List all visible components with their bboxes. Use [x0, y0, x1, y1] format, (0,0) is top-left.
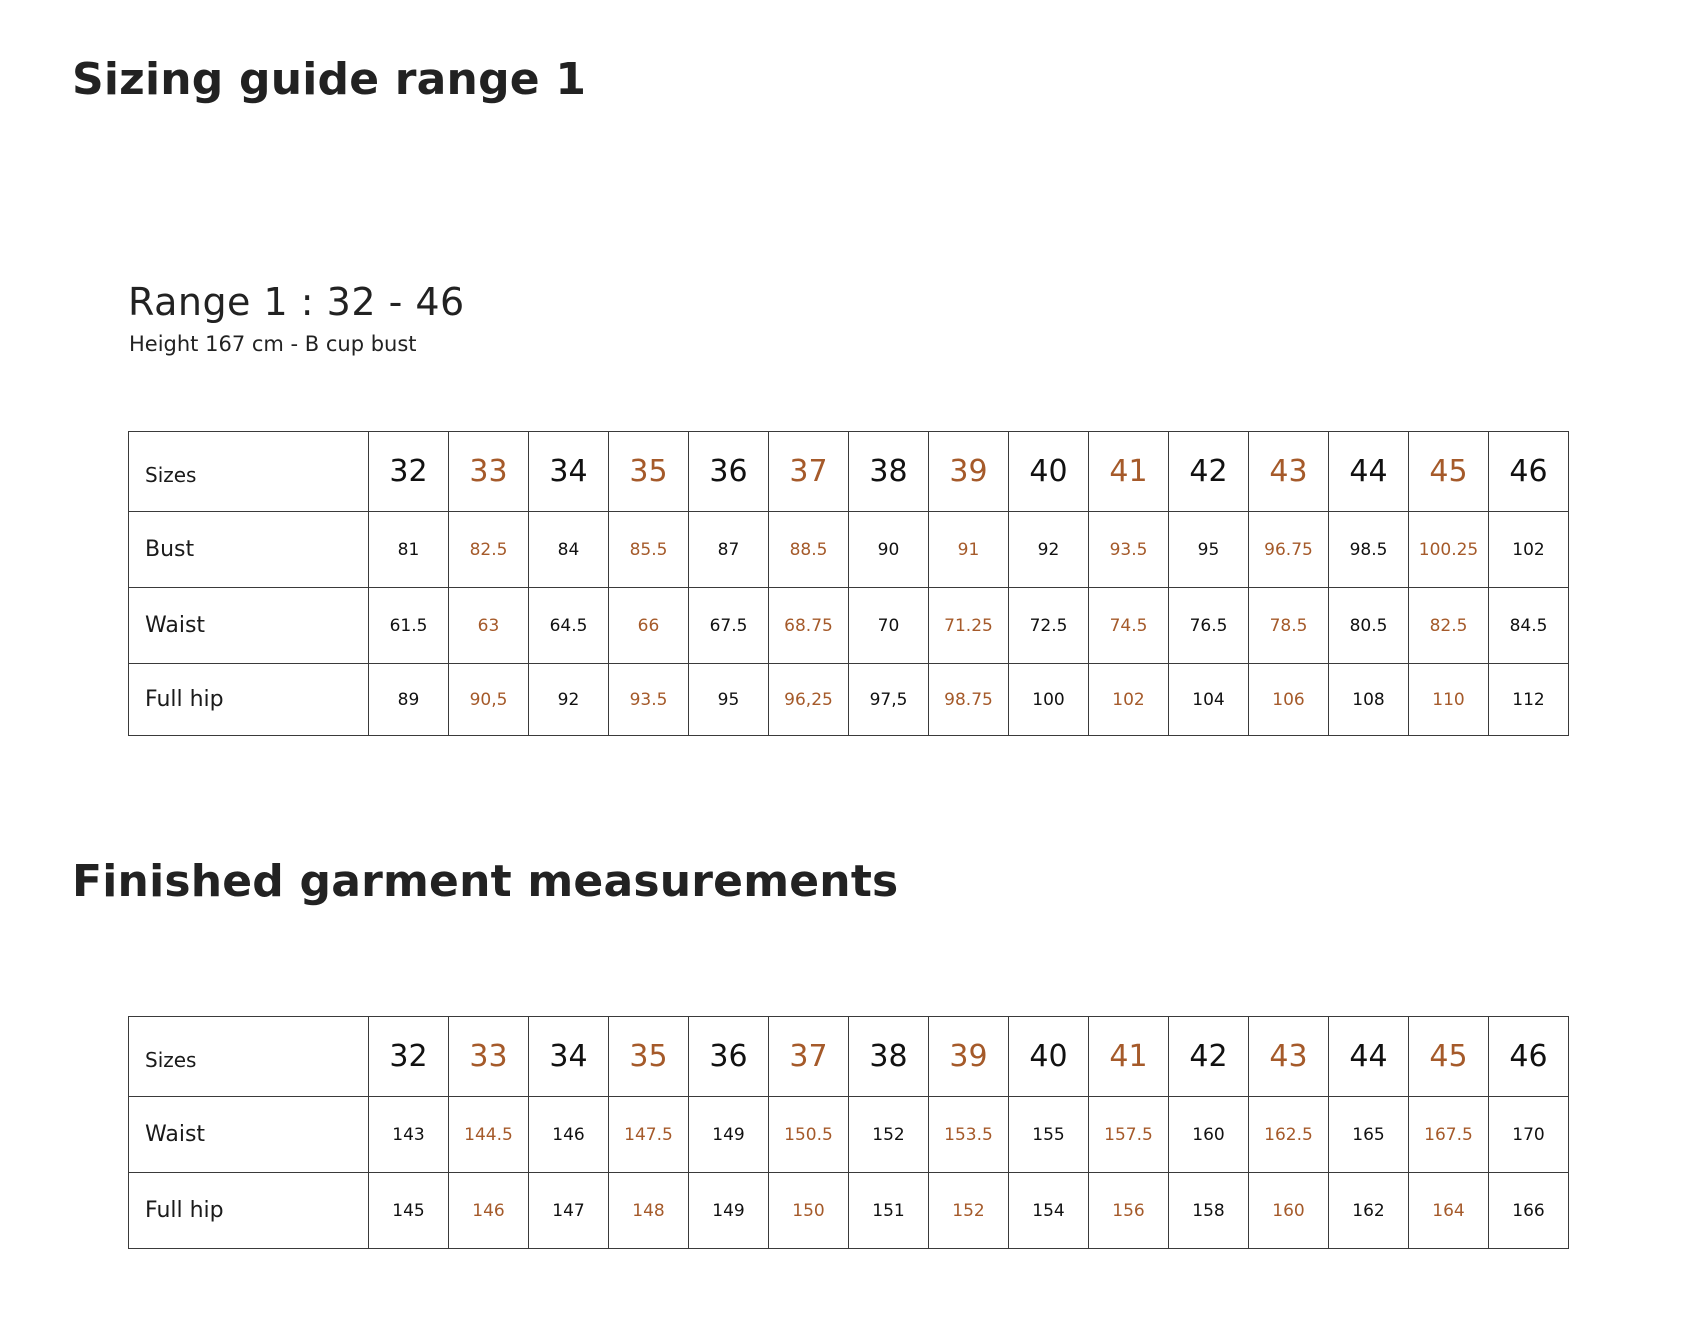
finished-garment-table: [128, 1016, 1569, 1249]
measurement-cell: 146: [529, 1097, 609, 1173]
measurement-cell: 92: [529, 664, 609, 736]
measurement-cell: 149: [689, 1173, 769, 1249]
size-header: 39: [929, 1017, 1009, 1097]
size-header: 44: [1329, 1017, 1409, 1097]
size-header: 39: [929, 432, 1009, 512]
measurement-cell: 68.75: [769, 588, 849, 664]
measurement-cell: 108: [1329, 664, 1409, 736]
size-header: 44: [1329, 432, 1409, 512]
section-title-finished-garment: Finished garment measurements: [72, 856, 899, 907]
measurement-cell: 93.5: [1089, 512, 1169, 588]
measurement-cell: 153.5: [929, 1097, 1009, 1173]
measurement-cell: 82.5: [1409, 588, 1489, 664]
measurement-cell: 150: [769, 1173, 849, 1249]
measurement-cell: 91: [929, 512, 1009, 588]
measurement-cell: 100: [1009, 664, 1089, 736]
measurement-cell: 148: [609, 1173, 689, 1249]
page-title: Sizing guide range 1: [72, 54, 587, 105]
measurement-cell: 63: [449, 588, 529, 664]
measurement-cell: 85.5: [609, 512, 689, 588]
size-header: 46: [1489, 432, 1569, 512]
measurement-cell: 165: [1329, 1097, 1409, 1173]
measurement-cell: 162: [1329, 1173, 1409, 1249]
measurement-cell: 144.5: [449, 1097, 529, 1173]
measurement-cell: 143: [369, 1097, 449, 1173]
measurement-cell: 145: [369, 1173, 449, 1249]
measurement-cell: 166: [1489, 1173, 1569, 1249]
size-header: 40: [1009, 432, 1089, 512]
size-header: 43: [1249, 1017, 1329, 1097]
table-row: [129, 1173, 1569, 1249]
size-header: 38: [849, 432, 929, 512]
measurement-cell: 98.75: [929, 664, 1009, 736]
measurement-cell: 162.5: [1249, 1097, 1329, 1173]
measurement-cell: 61.5: [369, 588, 449, 664]
measurement-cell: 104: [1169, 664, 1249, 736]
measurement-cell: 151: [849, 1173, 929, 1249]
measurement-cell: 74.5: [1089, 588, 1169, 664]
row-label: Full hip: [129, 1173, 369, 1249]
measurement-cell: 170: [1489, 1097, 1569, 1173]
measurement-cell: 149: [689, 1097, 769, 1173]
range-title: Range 1 : 32 - 46: [128, 280, 465, 324]
measurement-cell: 167.5: [1409, 1097, 1489, 1173]
size-header: 42: [1169, 1017, 1249, 1097]
size-header: 34: [529, 1017, 609, 1097]
measurement-cell: 88.5: [769, 512, 849, 588]
row-label: Waist: [129, 588, 369, 664]
measurement-cell: 146: [449, 1173, 529, 1249]
size-header: 42: [1169, 432, 1249, 512]
measurement-cell: 160: [1169, 1097, 1249, 1173]
measurement-cell: 95: [1169, 512, 1249, 588]
size-header: 37: [769, 432, 849, 512]
measurement-cell: 155: [1009, 1097, 1089, 1173]
size-header: 46: [1489, 1017, 1569, 1097]
size-header: 38: [849, 1017, 929, 1097]
measurement-cell: 67.5: [689, 588, 769, 664]
measurement-cell: 158: [1169, 1173, 1249, 1249]
range-subtitle: Height 167 cm - B cup bust: [129, 332, 417, 356]
measurement-cell: 72.5: [1009, 588, 1089, 664]
table-row: [129, 664, 1569, 736]
size-header: 43: [1249, 432, 1329, 512]
size-header: 32: [369, 1017, 449, 1097]
size-header: 35: [609, 1017, 689, 1097]
measurement-cell: 78.5: [1249, 588, 1329, 664]
measurement-cell: 95: [689, 664, 769, 736]
measurement-cell: 157.5: [1089, 1097, 1169, 1173]
measurement-cell: 70: [849, 588, 929, 664]
measurement-cell: 71.25: [929, 588, 1009, 664]
measurement-cell: 80.5: [1329, 588, 1409, 664]
measurement-cell: 106: [1249, 664, 1329, 736]
size-header: 33: [449, 432, 529, 512]
measurement-cell: 150.5: [769, 1097, 849, 1173]
size-header: 40: [1009, 1017, 1089, 1097]
size-header: 36: [689, 432, 769, 512]
measurement-cell: 102: [1089, 664, 1169, 736]
sizes-label: Sizes: [129, 1017, 369, 1097]
sizes-label: Sizes: [129, 432, 369, 512]
measurement-cell: 81: [369, 512, 449, 588]
size-header: 33: [449, 1017, 529, 1097]
measurement-cell: 90,5: [449, 664, 529, 736]
measurement-cell: 98.5: [1329, 512, 1409, 588]
table-header-row: [129, 1017, 1569, 1097]
measurement-cell: 64.5: [529, 588, 609, 664]
measurement-cell: 110: [1409, 664, 1489, 736]
size-header: 32: [369, 432, 449, 512]
measurement-cell: 147.5: [609, 1097, 689, 1173]
measurement-cell: 152: [929, 1173, 1009, 1249]
measurement-cell: 96,25: [769, 664, 849, 736]
size-header: 37: [769, 1017, 849, 1097]
size-header: 36: [689, 1017, 769, 1097]
table-row: [129, 588, 1569, 664]
size-header: 41: [1089, 1017, 1169, 1097]
size-header: 41: [1089, 432, 1169, 512]
measurement-cell: 97,5: [849, 664, 929, 736]
measurement-cell: 90: [849, 512, 929, 588]
sizing-table: [128, 431, 1569, 736]
measurement-cell: 82.5: [449, 512, 529, 588]
measurement-cell: 93.5: [609, 664, 689, 736]
measurement-cell: 154: [1009, 1173, 1089, 1249]
measurement-cell: 100.25: [1409, 512, 1489, 588]
row-label: Bust: [129, 512, 369, 588]
measurement-cell: 66: [609, 588, 689, 664]
row-label: Full hip: [129, 664, 369, 736]
measurement-cell: 92: [1009, 512, 1089, 588]
measurement-cell: 102: [1489, 512, 1569, 588]
measurement-cell: 89: [369, 664, 449, 736]
measurement-cell: 160: [1249, 1173, 1329, 1249]
measurement-cell: 156: [1089, 1173, 1169, 1249]
table-row: [129, 1097, 1569, 1173]
size-header: 35: [609, 432, 689, 512]
measurement-cell: 87: [689, 512, 769, 588]
measurement-cell: 152: [849, 1097, 929, 1173]
row-label: Waist: [129, 1097, 369, 1173]
table-row: [129, 512, 1569, 588]
measurement-cell: 84: [529, 512, 609, 588]
measurement-cell: 84.5: [1489, 588, 1569, 664]
measurement-cell: 147: [529, 1173, 609, 1249]
size-header: 45: [1409, 1017, 1489, 1097]
measurement-cell: 76.5: [1169, 588, 1249, 664]
size-header: 45: [1409, 432, 1489, 512]
size-header: 34: [529, 432, 609, 512]
measurement-cell: 164: [1409, 1173, 1489, 1249]
measurement-cell: 112: [1489, 664, 1569, 736]
measurement-cell: 96.75: [1249, 512, 1329, 588]
table-header-row: [129, 432, 1569, 512]
